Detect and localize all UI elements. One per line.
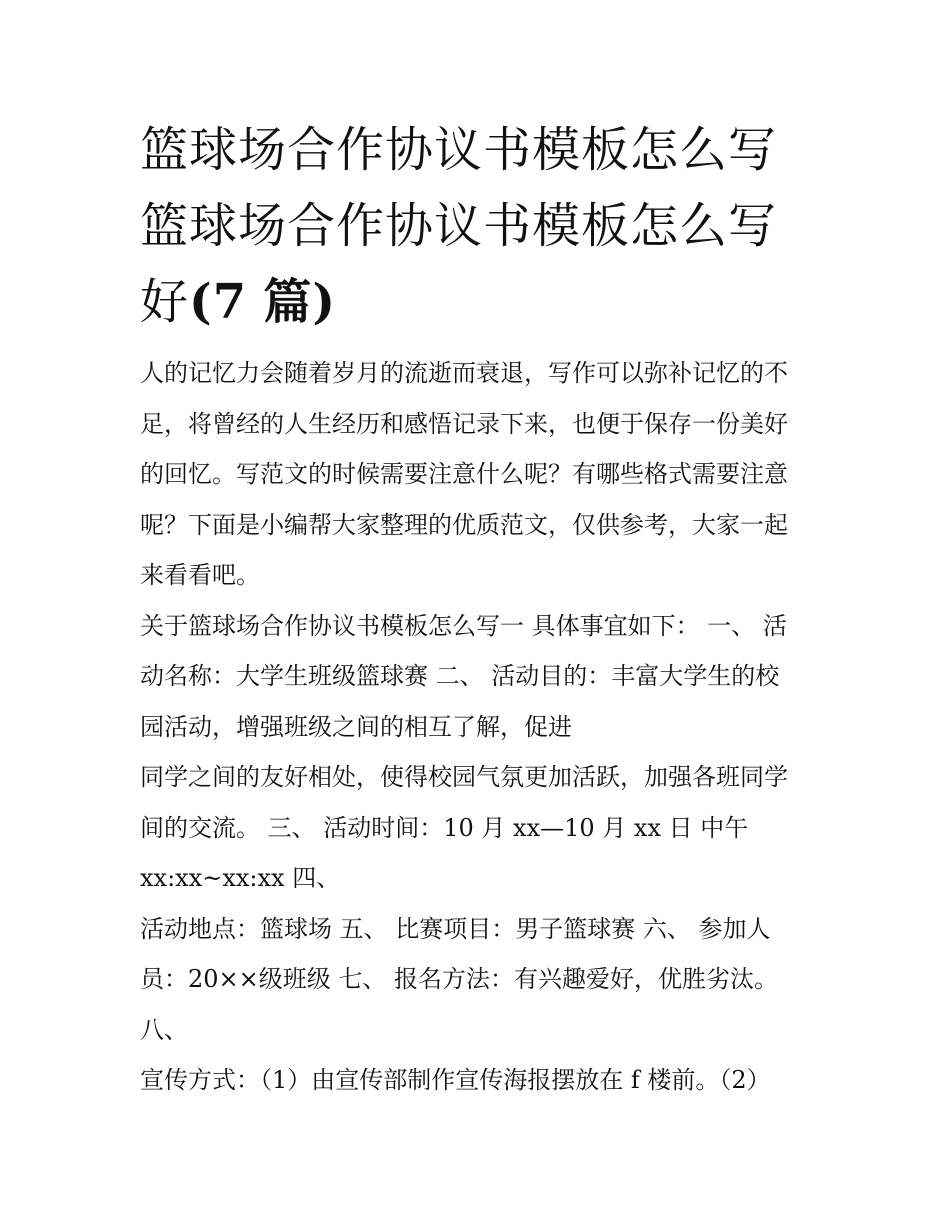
body-line-5: 间的交流。 三、 活动时间：10 月 xx—10 月 xx 日 中午 — [140, 813, 749, 842]
title-count-suffix: 篇) — [263, 274, 337, 330]
title-line-2: 篮球场合作协议书模板怎么写 — [140, 198, 778, 254]
body-line-10: 宣传方式：（1）由宣传部制作宣传海报摆放在 f 楼前。（2） — [140, 1066, 771, 1094]
intro-line-5: 来看看吧。 — [140, 561, 260, 589]
title-count-number: (7 — [189, 274, 248, 330]
body-paragraph — [140, 601, 812, 1106]
body-line-3: 园活动，增强班级之间的相互了解，促进 — [140, 712, 572, 741]
intro-paragraph — [140, 348, 812, 601]
intro-line-3: 的回忆。写范文的时候需要注意什么呢？有哪些格式需要注意 — [140, 460, 788, 488]
title-line-3-text: 好 — [140, 274, 190, 330]
document-content — [140, 112, 812, 1106]
intro-line-4: 呢？下面是小编帮大家整理的优质范文，仅供参考，大家一起 — [140, 510, 788, 539]
body-line-4: 同学之间的友好相处，使得校园气氛更加活跃，加强各班同学 — [140, 763, 788, 791]
body-line-2: 动名称：大学生班级篮球赛 二、 活动目的：丰富大学生的校 — [140, 662, 780, 690]
intro-line-2: 足，将曾经的人生经历和感悟记录下来，也便于保存一份美好 — [140, 409, 788, 438]
body-line-8: 员：20××级班级 七、 报名方法：有兴趣爱好，优胜劣汰。 — [140, 965, 779, 993]
body-line-7: 活动地点：篮球场 五、 比赛项目：男子篮球赛 六、 参加人 — [140, 914, 771, 943]
body-line-9: 八、 — [140, 1015, 188, 1044]
title-line-1: 篮球场合作协议书模板怎么写 — [140, 122, 778, 178]
intro-line-1: 人的记忆力会随着岁月的流逝而衰退，写作可以弥补记忆的不 — [140, 359, 788, 387]
document-title — [140, 112, 812, 340]
title-line-3 — [140, 264, 812, 340]
body-line-1: 关于篮球场合作协议书模板怎么写一 具体事宜如下： 一、 活 — [140, 611, 787, 640]
body-line-6: xx:xx~xx:xx 四、 — [140, 864, 341, 892]
